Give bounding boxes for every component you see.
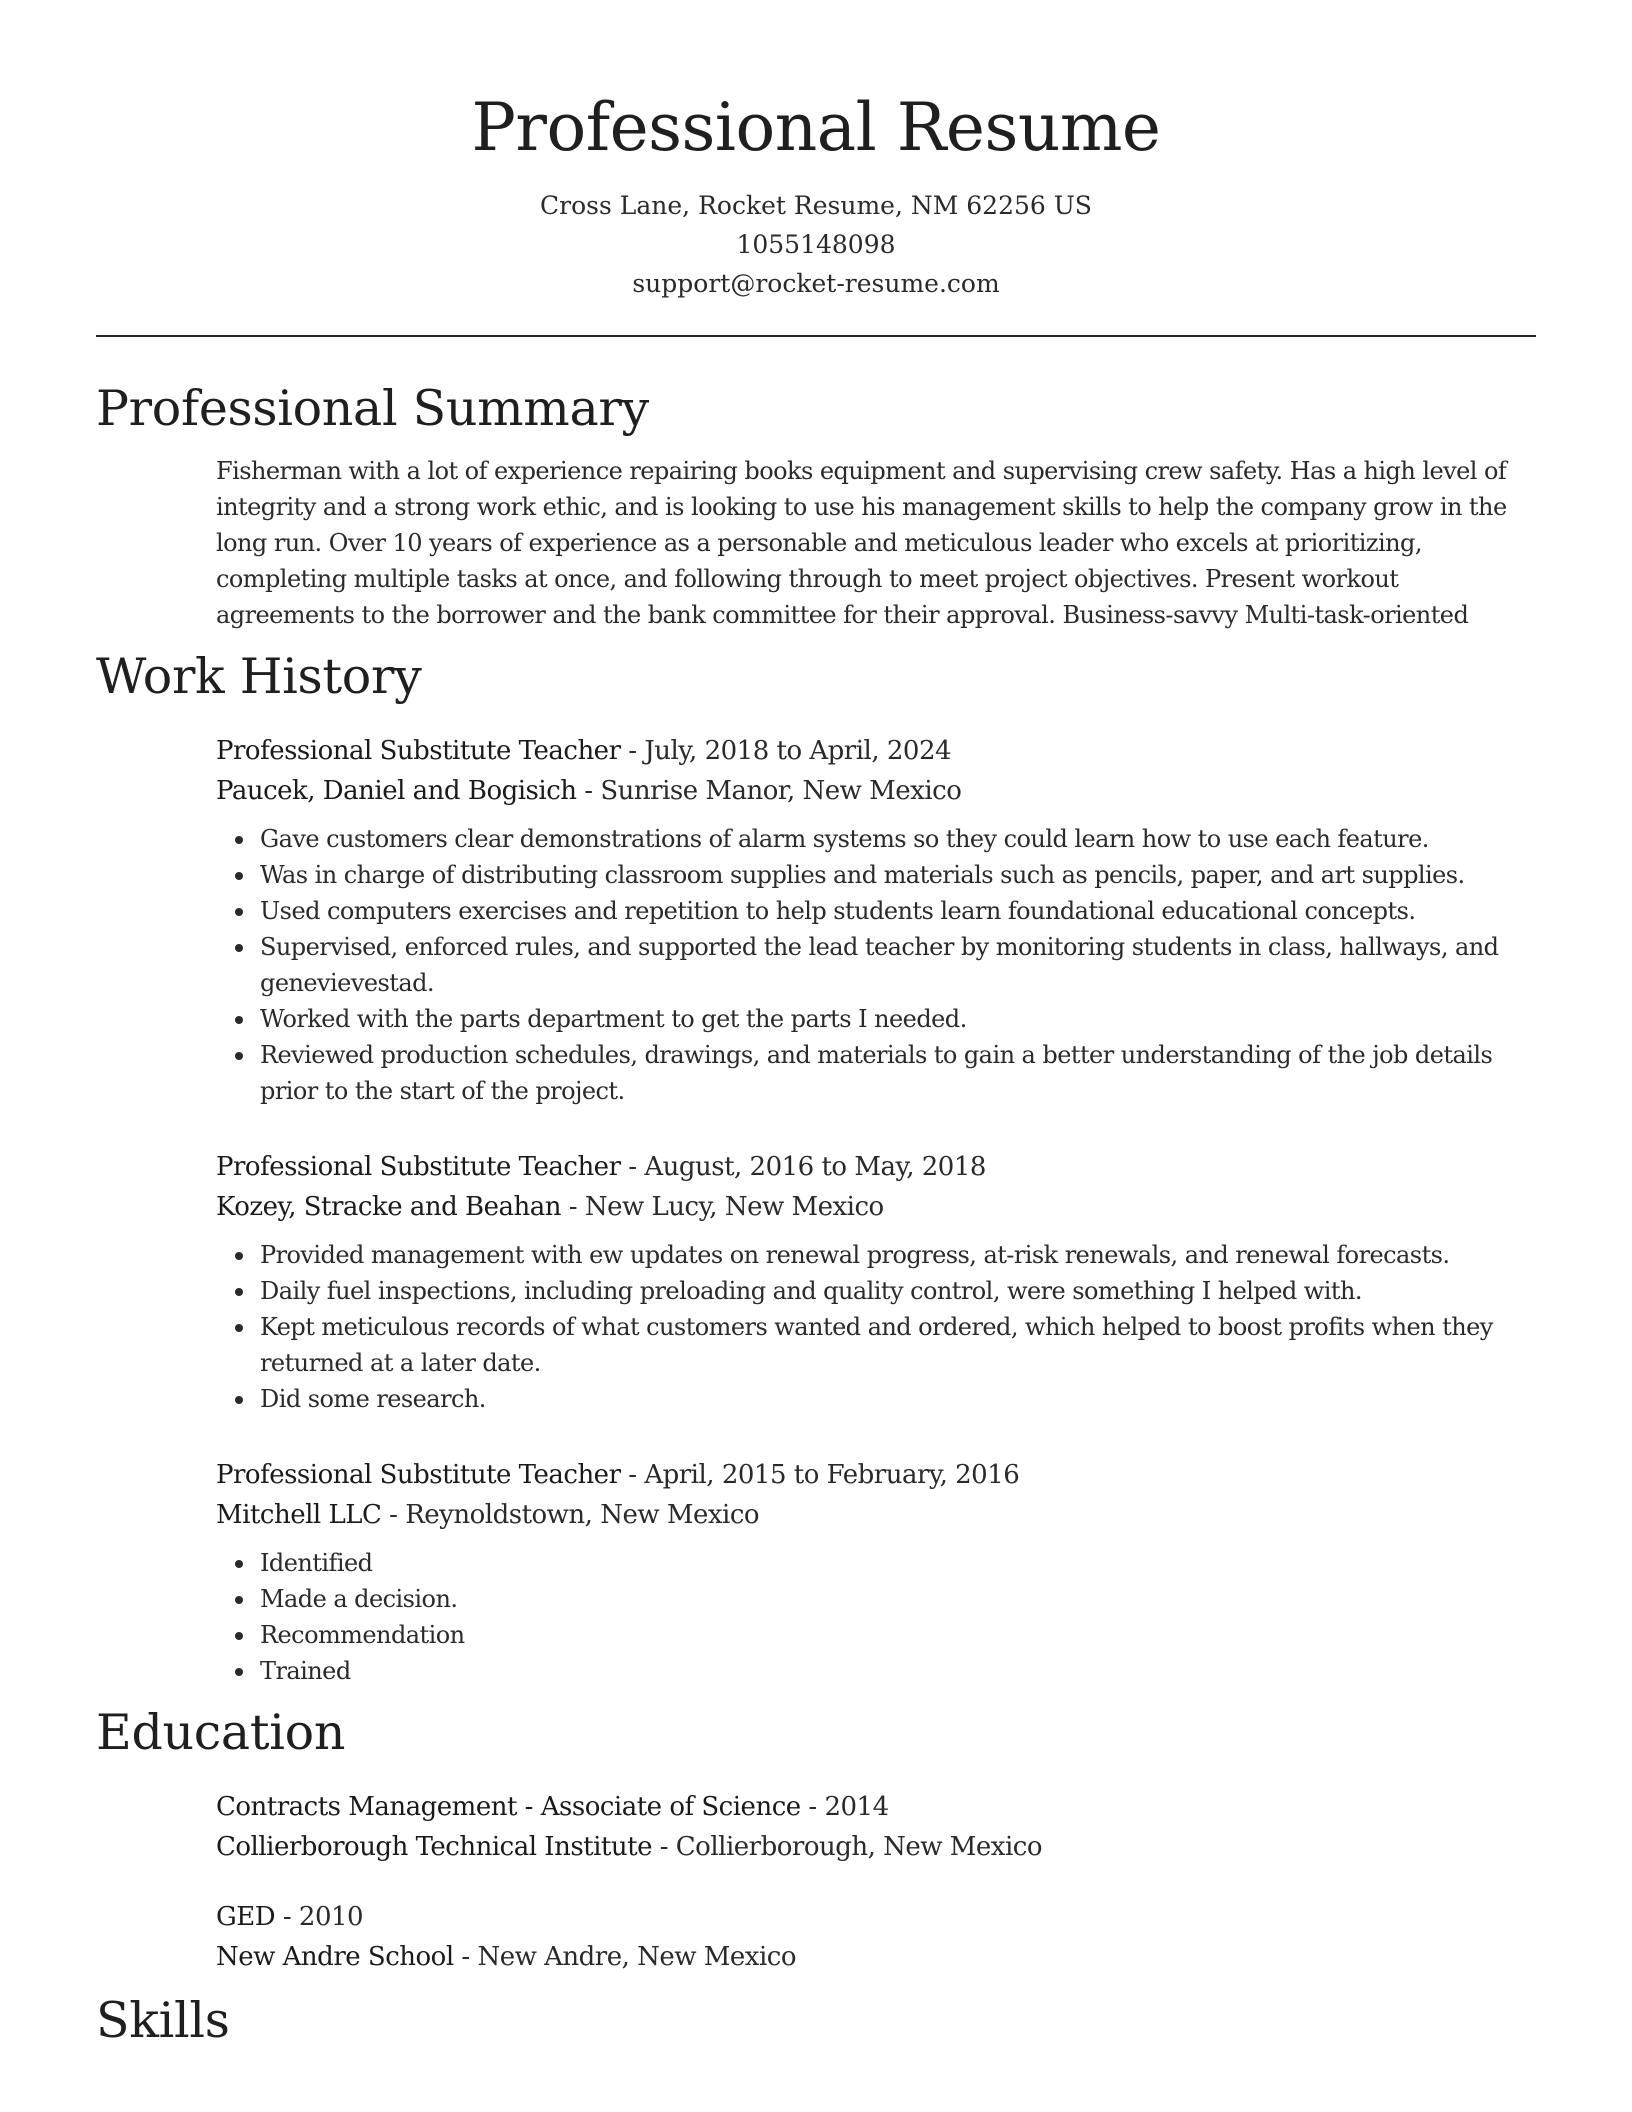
job-title-line [216,731,1526,771]
summary-section [96,377,1536,633]
job-company: Paucek, Daniel and Bogisich [216,776,577,806]
education-entry [216,1787,1526,1867]
job-dates: - August, 2016 to May, 2018 [620,1152,986,1182]
job-bullet: Supervised, enforced rules, and supported the lead teacher by monitoring students in class, hallways, and genevievestad. [260,929,1526,1001]
education-entry [216,1897,1526,1977]
job-location: - New Lucy, New Mexico [561,1192,884,1222]
job-bullet: Reviewed production schedules, drawings, and materials to gain a better understanding of the job details prior to the start of the project. [260,1037,1526,1109]
education-year: - 2010 [275,1902,364,1932]
job-entry [216,731,1526,1109]
job-bullet: Was in charge of distributing classroom supplies and materials such as pencils, paper, and art supplies. [260,857,1526,893]
job-role: Professional Substitute Teacher [216,736,621,766]
education-degree: GED [216,1902,276,1932]
work-history-section [96,645,1536,1689]
education-location: - New Andre, New Mexico [453,1942,796,1972]
job-title-line [216,1455,1526,1495]
job-bullet: Daily fuel inspections, including preloading and quality control, were something I helped with. [260,1273,1526,1309]
resume-header [96,0,1536,303]
contact-email: support@rocket-resume.com [632,269,1000,298]
education-school-line [216,1937,1526,1977]
job-bullets [216,821,1526,1109]
job-entry [216,1455,1526,1689]
job-company-line [216,771,1526,811]
header-divider [96,335,1536,337]
education-school: New Andre School [216,1942,454,1972]
education-degree-line [216,1897,1526,1937]
job-entry [216,1147,1526,1417]
resume-title: Professional Resume [471,89,1161,166]
job-bullet: Worked with the parts department to get the parts I needed. [260,1001,1526,1037]
contact-info [96,186,1536,303]
job-bullet: Identified [260,1545,1526,1581]
job-title-line [216,1147,1526,1187]
job-company: Mitchell LLC [216,1500,382,1530]
job-bullet: Provided management with ew updates on renewal progress, at-risk renewals, and renewal forecasts. [260,1237,1526,1273]
resume-page [96,0,1536,2053]
education-degree: Contracts Management - Associate of Science [216,1792,801,1822]
skills-heading: Skills [96,1992,230,2049]
job-role: Professional Substitute Teacher [216,1460,621,1490]
job-location: - Reynoldstown, New Mexico [381,1500,760,1530]
education-heading: Education [96,1704,346,1761]
contact-phone: 1055148098 [736,230,896,259]
job-bullet: Gave customers clear demonstrations of alarm systems so they could learn how to use each feature. [260,821,1526,857]
education-section [96,1701,1536,1977]
summary-text: Fisherman with a lot of experience repairing books equipment and supervising crew safety. Has a high level of integrity and a strong work ethic, and is looking to use his management skills to help the company grow in the long run. Over 10 years of experience as a personable and meticulous leader who excels at prioritizing, completing multiple tasks at once, and following through to meet project objectives. Present workout agreements to the borrower and the bank committee for their approval. Business-savvy Multi-task-oriented [216,457,1507,629]
contact-address: Cross Lane, Rocket Resume, NM 62256 US [540,191,1092,220]
job-location: - Sunrise Manor, New Mexico [576,776,962,806]
education-school-line [216,1827,1526,1867]
job-role: Professional Substitute Teacher [216,1152,621,1182]
job-bullet: Recommendation [260,1617,1526,1653]
skills-section [96,1989,1536,2053]
summary-heading: Professional Summary [96,380,649,437]
job-bullets [216,1237,1526,1417]
job-bullet: Trained [260,1653,1526,1689]
job-dates: - April, 2015 to February, 2016 [620,1460,1020,1490]
job-company: Kozey, Stracke and Beahan [216,1192,562,1222]
job-bullet: Did some research. [260,1381,1526,1417]
education-school: Collierborough Technical Institute [216,1832,652,1862]
job-bullet: Made a decision. [260,1581,1526,1617]
job-bullets [216,1545,1526,1689]
job-company-line [216,1187,1526,1227]
education-degree-line [216,1787,1526,1827]
job-bullet: Used computers exercises and repetition to help students learn foundational educational concepts. [260,893,1526,929]
job-bullet: Kept meticulous records of what customers wanted and ordered, which helped to boost profits when they returned at a later date. [260,1309,1526,1381]
job-company-line [216,1495,1526,1535]
work-history-heading: Work History [96,648,422,705]
education-year: - 2014 [800,1792,889,1822]
education-location: - Collierborough, New Mexico [651,1832,1042,1862]
job-dates: - July, 2018 to April, 2024 [620,736,952,766]
